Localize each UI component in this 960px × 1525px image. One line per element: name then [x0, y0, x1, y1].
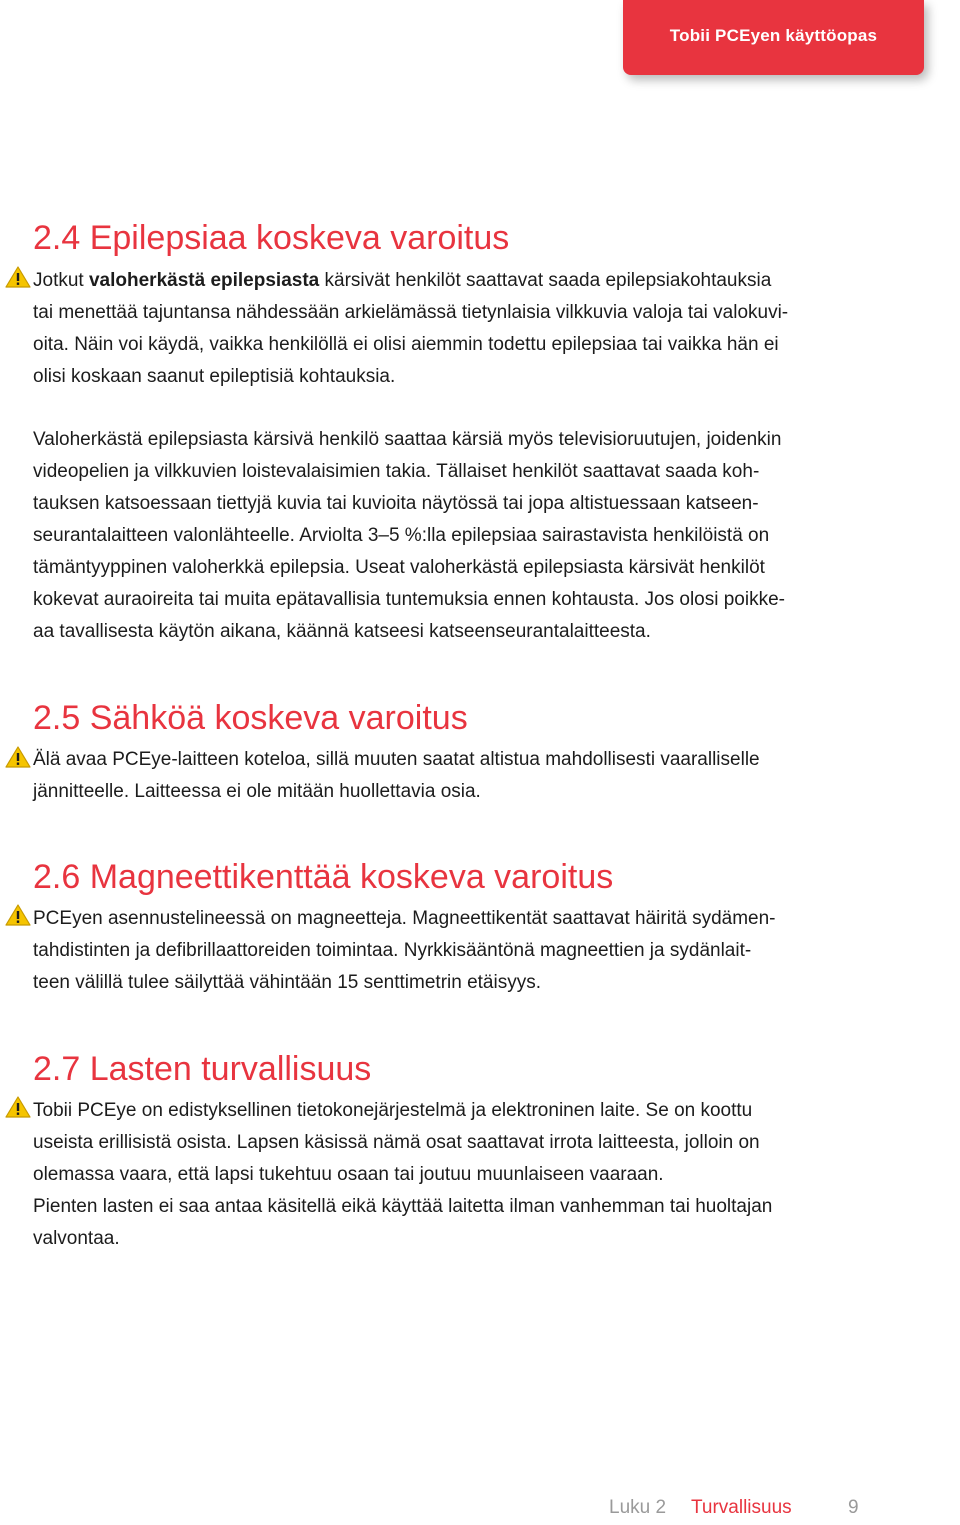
section-title-2-5: 2.5 Sähköä koskeva varoitus	[33, 699, 468, 737]
text-line: jännitteelle. Laitteessa ei ole mitään huollettavia osia.	[33, 781, 481, 802]
text-line: aa tavallisesta käytön aikana, käännä katseesi katseenseurantalaitteesta.	[33, 621, 651, 642]
warning-triangle-icon	[5, 746, 31, 768]
paragraph-child-safety	[33, 1095, 843, 1255]
text-line: Pienten lasten ei saa antaa käsitellä eikä käyttää laitetta ilman vanhemman tai huoltajan	[33, 1196, 773, 1217]
bold-term: valoherkästä epilepsiasta	[88, 270, 320, 291]
section-title-2-4: 2.4 Epilepsiaa koskeva varoitus	[33, 219, 510, 257]
text-line: tahdistinten ja defibrillaattoreiden toimintaa. Nyrkkisääntönä magneettien ja sydänlait-	[33, 940, 752, 961]
text-line: teen välillä tulee säilyttää vähintään 15 senttimetrin etäisyys.	[33, 972, 541, 993]
text-line: Jotkut valoherkästä epilepsiasta kärsivät henkilöt saattavat saada epilepsiakohtauksia	[33, 270, 772, 291]
warning-triangle-icon	[5, 1096, 31, 1118]
warning-triangle-icon	[5, 904, 31, 926]
footer-chapter: Luku 2	[609, 1497, 667, 1518]
text-line: olisi koskaan saanut epileptisiä kohtauksia.	[33, 366, 396, 387]
text-line: useista erillisistä osista. Lapsen käsissä nämä osat saattavat irrota laitteesta, jolloin on	[33, 1132, 760, 1153]
text-line: seurantalaitteen valonlähteelle. Arviolta 3–5 %:lla epilepsiaa sairastavista henkilöistä on	[33, 525, 770, 546]
paragraph-electric	[33, 744, 843, 808]
text-line: videopelien ja vilkkuvien loistevalaisimien takia. Tällaiset henkilöt saattavat saada koh-	[33, 461, 760, 482]
text-line: kokevat auraoireita tai muita epätavallisia tuntemuksia ennen kohtausta. Jos olosi poikke-	[33, 589, 785, 610]
page-footer	[0, 1497, 960, 1525]
header-tab	[623, 0, 924, 75]
text-line: tai menettää tajuntansa nähdessään arkielämässä tietynlaisia vilkkuvia valoja tai valokuvi-	[33, 302, 789, 323]
text-line: tämäntyyppinen valoherkkä epilepsia. Useat valoherkästä epilepsiasta kärsivät henkilöt	[33, 557, 765, 578]
text-line: Valoherkästä epilepsiasta kärsivä henkilö saattaa kärsiä myös televisioruutujen, joidenkin	[33, 429, 782, 450]
text-line: Älä avaa PCEye-laitteen koteloa, sillä muuten saatat altistua mahdollisesti vaaralliselle	[33, 749, 760, 770]
text-line: oita. Näin voi käydä, vaikka henkilöllä ei olisi aiemmin todettu epilepsiaa tai vaikka hän ei	[33, 334, 779, 355]
text-line: Tobii PCEye on edistyksellinen tietokonejärjestelmä ja elektroninen laite. Se on koottu	[33, 1100, 753, 1121]
paragraph-magnetic	[33, 903, 843, 999]
text-line: olemassa vaara, että lapsi tukehtuu osaan tai joutuu muunlaiseen vaaraan.	[33, 1164, 664, 1185]
document-title: Tobii PCEyen käyttöopas	[669, 25, 878, 45]
footer-chapter-title: Turvallisuus	[691, 1497, 792, 1518]
text-line: tauksen katsoessaan tiettyjä kuvia tai kuvioita näytössä tai jopa altistuessaan katseen-	[33, 493, 759, 514]
page-number: 9	[848, 1497, 859, 1518]
paragraph-epilepsy-2	[33, 424, 843, 648]
text-line: PCEyen asennustelineessä on magneetteja. Magneettikentät saattavat häiritä sydämen-	[33, 908, 776, 929]
warning-triangle-icon	[5, 266, 31, 288]
text-line: valvontaa.	[33, 1228, 120, 1249]
section-title-2-7: 2.7 Lasten turvallisuus	[33, 1050, 372, 1088]
section-title-2-6: 2.6 Magneettikenttää koskeva varoitus	[33, 858, 614, 896]
paragraph-epilepsy-1	[33, 265, 843, 393]
